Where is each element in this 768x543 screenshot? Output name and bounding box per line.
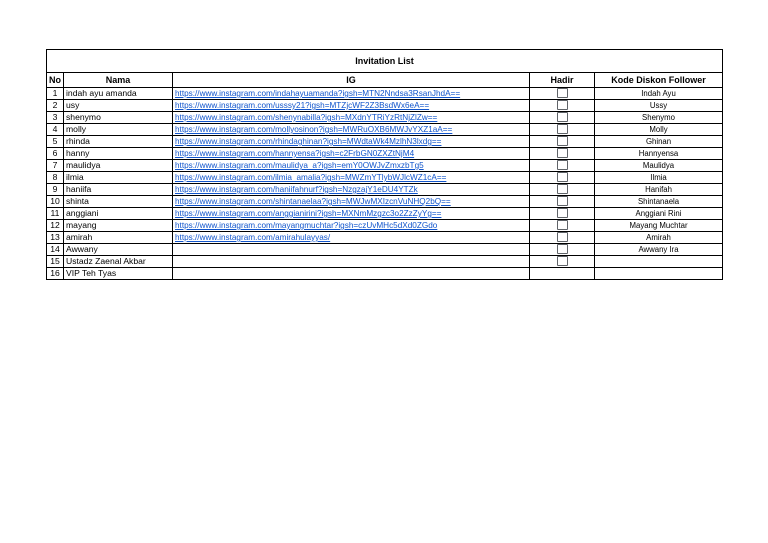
instagram-link[interactable]: https://www.instagram.com/mollyosinon?igsh=MWRuOXB6MWJvYXZ1aA== bbox=[175, 125, 453, 134]
cell-nama: Ustadz Zaenal Akbar bbox=[64, 256, 173, 268]
cell-nama: VIP Teh Tyas bbox=[64, 268, 173, 280]
cell-ig bbox=[173, 160, 530, 172]
cell-nama: maulidya bbox=[64, 160, 173, 172]
cell-kode-diskon: Shintanaela bbox=[595, 196, 723, 208]
instagram-link[interactable]: https://www.instagram.com/shintanaelaa?igsh=MWJwMXIzcnVuNHQ2bQ== bbox=[175, 197, 451, 206]
hadir-checkbox[interactable] bbox=[557, 220, 568, 230]
cell-nama: hanny bbox=[64, 148, 173, 160]
cell-kode-diskon: Hanifah bbox=[595, 184, 723, 196]
cell-nama: anggiani bbox=[64, 208, 173, 220]
table-row bbox=[47, 208, 723, 220]
cell-no: 11 bbox=[47, 208, 64, 220]
cell-ig bbox=[173, 124, 530, 136]
table-row bbox=[47, 136, 723, 148]
cell-ig bbox=[173, 112, 530, 124]
cell-hadir bbox=[530, 112, 595, 124]
instagram-link[interactable]: https://www.instagram.com/haniifahnurf?igsh=NzgzajY1eDU4YTZk bbox=[175, 185, 418, 194]
hadir-checkbox[interactable] bbox=[557, 256, 568, 266]
instagram-link[interactable]: https://www.instagram.com/usssy21?igsh=MTZjcWF2Z3BsdWx6eA== bbox=[175, 101, 430, 110]
cell-no: 16 bbox=[47, 268, 64, 280]
hadir-checkbox[interactable] bbox=[557, 172, 568, 182]
table-row bbox=[47, 184, 723, 196]
cell-kode-diskon bbox=[595, 256, 723, 268]
table-row bbox=[47, 112, 723, 124]
cell-hadir bbox=[530, 196, 595, 208]
hadir-checkbox[interactable] bbox=[557, 184, 568, 194]
hadir-checkbox[interactable] bbox=[557, 136, 568, 146]
table-row bbox=[47, 268, 723, 280]
header-hadir: Hadir bbox=[530, 73, 595, 88]
header-kode: Kode Diskon Follower bbox=[595, 73, 723, 88]
cell-nama: usy bbox=[64, 100, 173, 112]
cell-no: 9 bbox=[47, 184, 64, 196]
cell-no: 8 bbox=[47, 172, 64, 184]
cell-nama: mayang bbox=[64, 220, 173, 232]
instagram-link[interactable]: https://www.instagram.com/anggianirini?igsh=MXNmMzgzc3o2ZzZyYg== bbox=[175, 209, 442, 218]
table-row bbox=[47, 88, 723, 100]
cell-nama: amirah bbox=[64, 232, 173, 244]
cell-no: 6 bbox=[47, 148, 64, 160]
cell-hadir bbox=[530, 208, 595, 220]
table-row bbox=[47, 232, 723, 244]
cell-nama: shinta bbox=[64, 196, 173, 208]
hadir-checkbox[interactable] bbox=[557, 208, 568, 218]
cell-kode-diskon: Anggiani Rini bbox=[595, 208, 723, 220]
header-nama: Nama bbox=[64, 73, 173, 88]
cell-ig bbox=[173, 268, 530, 280]
title-row bbox=[47, 50, 723, 73]
table-row bbox=[47, 196, 723, 208]
cell-no: 2 bbox=[47, 100, 64, 112]
cell-hadir bbox=[530, 88, 595, 100]
instagram-link[interactable]: https://www.instagram.com/mayangmuchtar?igsh=czUvMHc5dXd0ZGdo bbox=[175, 221, 438, 230]
sheet-title: Invitation List bbox=[47, 50, 723, 73]
instagram-link[interactable]: https://www.instagram.com/hannyensa?igsh=c2FrbGN0ZXZtNjM4 bbox=[175, 149, 415, 158]
instagram-link[interactable]: https://www.instagram.com/indahayuamanda?igsh=MTN2Nndsa3RsanJhdA== bbox=[175, 89, 461, 98]
cell-nama: rhinda bbox=[64, 136, 173, 148]
cell-ig bbox=[173, 100, 530, 112]
cell-no: 7 bbox=[47, 160, 64, 172]
instagram-link[interactable]: https://www.instagram.com/shenynabilla?igsh=MXdnYTRiYzRtNjZlZw== bbox=[175, 113, 438, 122]
invitation-table bbox=[46, 49, 723, 280]
cell-hadir bbox=[530, 256, 595, 268]
cell-hadir bbox=[530, 136, 595, 148]
cell-ig bbox=[173, 244, 530, 256]
hadir-checkbox[interactable] bbox=[557, 148, 568, 158]
table-row bbox=[47, 244, 723, 256]
header-no: No bbox=[47, 73, 64, 88]
cell-ig bbox=[173, 256, 530, 268]
invitation-sheet bbox=[46, 49, 722, 280]
instagram-link[interactable]: https://www.instagram.com/maulidya_a?igsh=emY0OWJvZmxzbTg5 bbox=[175, 161, 424, 170]
cell-no: 5 bbox=[47, 136, 64, 148]
table-row bbox=[47, 172, 723, 184]
cell-ig bbox=[173, 232, 530, 244]
cell-kode-diskon: Hannyensa bbox=[595, 148, 723, 160]
cell-nama: molly bbox=[64, 124, 173, 136]
cell-kode-diskon: Molly bbox=[595, 124, 723, 136]
cell-hadir bbox=[530, 220, 595, 232]
cell-hadir bbox=[530, 172, 595, 184]
cell-hadir bbox=[530, 160, 595, 172]
cell-nama: Awwany bbox=[64, 244, 173, 256]
cell-kode-diskon: Maulidya bbox=[595, 160, 723, 172]
cell-kode-diskon: Mayang Muchtar bbox=[595, 220, 723, 232]
cell-no: 15 bbox=[47, 256, 64, 268]
cell-no: 14 bbox=[47, 244, 64, 256]
header-row bbox=[47, 73, 723, 88]
table-row bbox=[47, 100, 723, 112]
cell-no: 4 bbox=[47, 124, 64, 136]
cell-no: 1 bbox=[47, 88, 64, 100]
table-row bbox=[47, 256, 723, 268]
cell-no: 13 bbox=[47, 232, 64, 244]
cell-kode-diskon: Shenymo bbox=[595, 112, 723, 124]
cell-kode-diskon: Amirah bbox=[595, 232, 723, 244]
cell-kode-diskon: Ghinan bbox=[595, 136, 723, 148]
hadir-checkbox[interactable] bbox=[557, 244, 568, 254]
cell-nama: haniifa bbox=[64, 184, 173, 196]
cell-ig bbox=[173, 208, 530, 220]
cell-kode-diskon: Ilmia bbox=[595, 172, 723, 184]
cell-kode-diskon: Awwany Ira bbox=[595, 244, 723, 256]
hadir-checkbox[interactable] bbox=[557, 232, 568, 242]
cell-hadir bbox=[530, 184, 595, 196]
cell-ig bbox=[173, 136, 530, 148]
cell-hadir bbox=[530, 244, 595, 256]
cell-hadir bbox=[530, 148, 595, 160]
cell-kode-diskon: Ussy bbox=[595, 100, 723, 112]
table-row bbox=[47, 148, 723, 160]
cell-nama: ilmia bbox=[64, 172, 173, 184]
cell-ig bbox=[173, 148, 530, 160]
cell-no: 3 bbox=[47, 112, 64, 124]
cell-ig bbox=[173, 220, 530, 232]
hadir-checkbox[interactable] bbox=[557, 196, 568, 206]
table-row bbox=[47, 220, 723, 232]
cell-ig bbox=[173, 88, 530, 100]
cell-ig bbox=[173, 172, 530, 184]
cell-hadir bbox=[530, 100, 595, 112]
cell-hadir bbox=[530, 124, 595, 136]
instagram-link[interactable]: https://www.instagram.com/rhindaghinan?igsh=MWdtaWk4MzlhN3lxdg== bbox=[175, 137, 442, 146]
cell-no: 10 bbox=[47, 196, 64, 208]
hadir-checkbox[interactable] bbox=[557, 100, 568, 110]
hadir-checkbox[interactable] bbox=[557, 88, 568, 98]
table-row bbox=[47, 124, 723, 136]
cell-hadir bbox=[530, 232, 595, 244]
instagram-link[interactable]: https://www.instagram.com/ilmia_amalia?igsh=MWZmYTlybWJlcWZ1cA== bbox=[175, 173, 447, 182]
header-ig: IG bbox=[173, 73, 530, 88]
instagram-link[interactable]: https://www.instagram.com/amirahulayyas/ bbox=[175, 233, 331, 242]
cell-ig bbox=[173, 196, 530, 208]
hadir-checkbox[interactable] bbox=[557, 112, 568, 122]
hadir-checkbox[interactable] bbox=[557, 124, 568, 134]
cell-kode-diskon bbox=[595, 268, 723, 280]
hadir-checkbox[interactable] bbox=[557, 160, 568, 170]
table-row bbox=[47, 160, 723, 172]
cell-nama: indah ayu amanda bbox=[64, 88, 173, 100]
cell-hadir bbox=[530, 268, 595, 280]
cell-no: 12 bbox=[47, 220, 64, 232]
cell-ig bbox=[173, 184, 530, 196]
cell-kode-diskon: Indah Ayu bbox=[595, 88, 723, 100]
cell-nama: shenymo bbox=[64, 112, 173, 124]
